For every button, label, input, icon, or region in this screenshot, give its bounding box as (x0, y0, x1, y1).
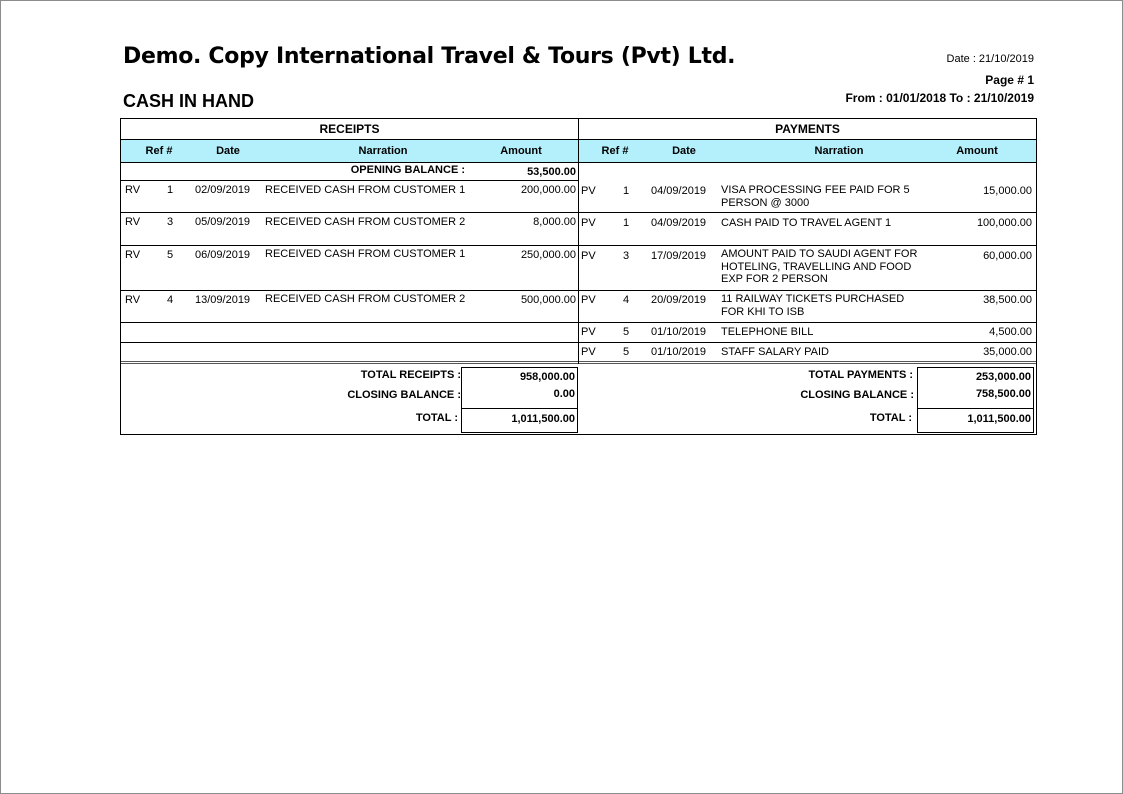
voucher-amount: 4,500.00 (989, 326, 1032, 338)
receipts-heading: RECEIPTS (319, 122, 380, 136)
receipts-col-narration: Narration (358, 145, 408, 157)
voucher-ref: 1 (167, 184, 174, 196)
voucher-narration: 11 RAILWAY TICKETS PURCHASED FOR KHI TO ISB (721, 293, 905, 318)
company-name: Demo. Copy International Travel & Tours (Pvt) Ltd. (123, 44, 736, 69)
payments-grand-total-label: TOTAL : (869, 412, 912, 424)
voucher-narration: RECEIVED CASH FROM CUSTOMER 2 (265, 216, 466, 228)
total-payments-label: TOTAL PAYMENTS : (808, 369, 913, 381)
total-receipts-value: 958,000.00 (519, 371, 575, 383)
voucher-narration: VISA PROCESSING FEE PAID FOR 5 PERSON @ 3000 (721, 184, 910, 209)
voucher-type: PV (581, 294, 596, 306)
voucher-date: 04/09/2019 (651, 217, 707, 229)
voucher-ref: 3 (167, 216, 174, 228)
receipts-col-date: Date (216, 145, 240, 157)
voucher-date: 17/09/2019 (651, 250, 707, 262)
payments-heading: PAYMENTS (775, 122, 840, 136)
voucher-amount: 15,000.00 (983, 185, 1032, 197)
receipts-col-amount: Amount (500, 145, 542, 157)
voucher-narration: TELEPHONE BILL (721, 326, 814, 338)
voucher-ref: 1 (623, 217, 630, 229)
date-range: From : 01/01/2018 To : 21/10/2019 (845, 91, 1034, 105)
voucher-ref: 5 (623, 346, 630, 358)
voucher-narration: RECEIVED CASH FROM CUSTOMER 2 (265, 293, 466, 305)
voucher-ref: 4 (623, 294, 630, 306)
voucher-date: 01/10/2019 (651, 326, 707, 338)
voucher-amount: 38,500.00 (983, 294, 1032, 306)
voucher-amount: 250,000.00 (520, 249, 576, 261)
receipts-grand-total-value: 1,011,500.00 (511, 413, 575, 425)
total-receipts-label: TOTAL RECEIPTS : (360, 369, 461, 381)
voucher-ref: 3 (623, 250, 630, 262)
voucher-amount: 200,000.00 (520, 184, 576, 196)
voucher-ref: 1 (623, 185, 630, 197)
voucher-narration: RECEIVED CASH FROM CUSTOMER 1 (265, 184, 466, 196)
voucher-amount: 500,000.00 (520, 294, 576, 306)
receipts-col-ref: Ref # (145, 145, 173, 157)
voucher-date: 20/09/2019 (651, 294, 707, 306)
payments-col-amount: Amount (956, 145, 998, 157)
voucher-type: PV (581, 250, 596, 262)
voucher-type: PV (581, 185, 596, 197)
opening-balance-label: OPENING BALANCE : (350, 164, 465, 176)
voucher-date: 05/09/2019 (195, 216, 251, 228)
payments-closing-label: CLOSING BALANCE : (800, 389, 914, 401)
voucher-type: RV (125, 294, 141, 306)
report-date: Date : 21/10/2019 (946, 53, 1034, 65)
voucher-ref: 5 (167, 249, 174, 261)
receipts-grand-total-label: TOTAL : (415, 412, 458, 424)
voucher-type: RV (125, 249, 141, 261)
voucher-ref: 4 (167, 294, 174, 306)
report-title: CASH IN HAND (123, 91, 255, 111)
voucher-narration: RECEIVED CASH FROM CUSTOMER 1 (265, 248, 466, 260)
cash-in-hand-sheet (120, 118, 1037, 435)
receipts-closing-label: CLOSING BALANCE : (347, 389, 461, 401)
voucher-date: 13/09/2019 (195, 294, 251, 306)
voucher-amount: 60,000.00 (983, 250, 1032, 262)
total-payments-value: 253,000.00 (975, 371, 1031, 383)
voucher-type: PV (581, 326, 596, 338)
voucher-date: 06/09/2019 (195, 249, 251, 261)
payments-closing-value: 758,500.00 (975, 388, 1031, 400)
voucher-amount: 100,000.00 (976, 217, 1032, 229)
payments-col-ref: Ref # (601, 145, 629, 157)
voucher-date: 02/09/2019 (195, 184, 251, 196)
voucher-amount: 8,000.00 (533, 216, 576, 228)
voucher-amount: 35,000.00 (983, 346, 1032, 358)
payments-col-narration: Narration (814, 145, 864, 157)
receipts-closing-value: 0.00 (553, 388, 575, 400)
voucher-date: 04/09/2019 (651, 185, 707, 197)
payments-col-date: Date (672, 145, 696, 157)
voucher-type: PV (581, 346, 596, 358)
voucher-narration: AMOUNT PAID TO SAUDI AGENT FOR HOTELING, TRAVELLING AND FOOD EXP FOR 2 PERSON (721, 248, 918, 285)
voucher-date: 01/10/2019 (651, 346, 707, 358)
page-number: Page # 1 (985, 73, 1034, 87)
opening-balance-value: 53,500.00 (527, 166, 576, 178)
voucher-type: RV (125, 216, 141, 228)
section-divider (578, 119, 579, 364)
voucher-narration: CASH PAID TO TRAVEL AGENT 1 (721, 217, 892, 229)
payments-grand-total-value: 1,011,500.00 (967, 413, 1031, 425)
voucher-narration: STAFF SALARY PAID (721, 346, 829, 358)
voucher-ref: 5 (623, 326, 630, 338)
grid-line (121, 180, 578, 181)
voucher-type: RV (125, 184, 141, 196)
voucher-type: PV (581, 217, 596, 229)
